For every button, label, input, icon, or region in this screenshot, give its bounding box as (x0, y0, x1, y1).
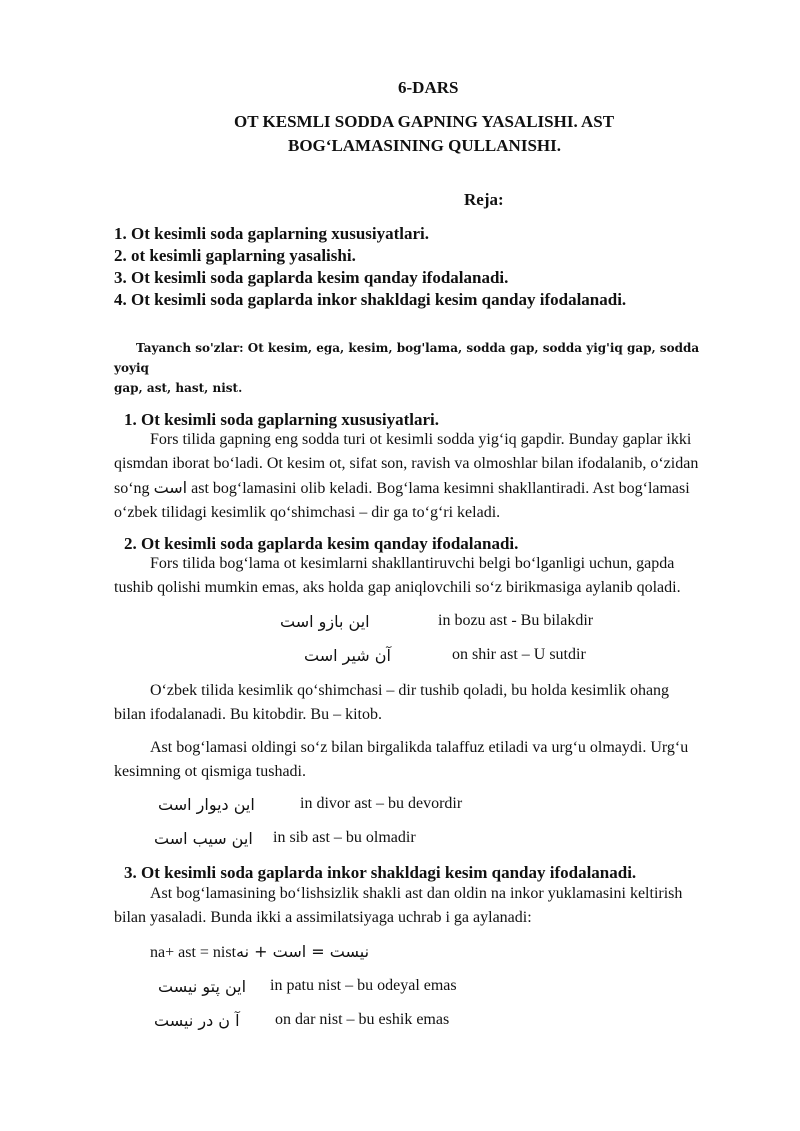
title-line-1: OT KESMLI SODDA GAPNING YASALISHI. AST (234, 112, 615, 131)
section2-para3-line-1: Ast bog‘lamasi oldingi so‘z bilan birgalikda talaffuz etiladi va urg‘u olmaydi. Urg‘u (150, 739, 689, 756)
section3-line-2: bilan yasaladi. Bunda ikki a assimilatsiyaga uchrab i ga aylanadi: (114, 909, 532, 926)
section2-para3-line-2: kesimning ot qismiga tushadi. (114, 763, 306, 780)
plan-item-2: 2. ot kesimli gaplarning yasalishi. (114, 246, 356, 265)
section2-example-1-latin: in bozu ast - Bu bilakdir (438, 612, 594, 629)
section1-line-3-arabic: است (153, 478, 188, 497)
keywords-block (114, 338, 734, 398)
section3-example-1-latin: in patu nist – bu odeyal emas (270, 977, 457, 994)
section3-formula-arabic: نیست = است + نه (236, 942, 370, 961)
keywords-line-1: Tayanch so'zlar: Ot kesim, ega, kesim, bog'lama, sodda gap, sodda yig'iq gap, sodda yoyiq (114, 341, 700, 375)
section3-paragraph (114, 882, 742, 930)
keywords-line-2: gap, ast, hast, nist. (114, 381, 243, 395)
section2-example-1-arabic: این بازو است (280, 612, 370, 631)
section1-line-3 (114, 476, 742, 501)
section3-formula-latin: na+ ast = nist (150, 944, 237, 961)
section2-example-2-arabic: آن شیر است (304, 646, 391, 665)
section1-paragraph (114, 428, 742, 525)
section2-heading: 2. Ot kesimli soda gaplarda kesim qanday ifodalanadi. (124, 534, 519, 553)
section3-example-1-arabic: این پتو نیست (158, 977, 247, 996)
section2-example-4-arabic: این سیب است (154, 829, 253, 848)
section2-example-2-latin: on shir ast – U sutdir (452, 646, 586, 663)
section2-example-4-latin: in sib ast – bu olmadir (273, 829, 416, 846)
section2-para2-line-1: O‘zbek tilida kesimlik qo‘shimchasi – dir tushib qoladi, bu holda kesimlik ohang (150, 682, 670, 699)
title-line-2: BOG‘LAMASINING QULLANISHI. (288, 136, 561, 155)
section2-line-1: Fors tilida bog‘lama ot kesimlarni shakllantiruvchi belgi bo‘lganligi uchun, gapda (150, 555, 675, 572)
section2-paragraph-1 (114, 552, 742, 600)
section1-heading: 1. Ot kesimli soda gaplarning xususiyatlari. (124, 410, 440, 429)
section3-line-1: Ast bog‘lamasining bo‘lishsizlik shakli ast dan oldin na inkor yuklamasini keltirish (150, 885, 683, 902)
section1-line-4: o‘zbek tilidagi kesimlik qo‘shimchasi – dir ga to‘g‘ri keladi. (114, 504, 501, 521)
section2-line-2: tushib qolishi mumkin emas, aks holda gap aniqlovchili so‘z birikmasiga aylanib qoladi. (114, 579, 681, 596)
section3-example-2-latin: on dar nist – bu eshik emas (275, 1011, 450, 1028)
section2-example-3-arabic: این دیوار است (158, 795, 255, 814)
section2-para2-line-2: bilan ifodalanadi. Bu kitobdir. Bu – kitob. (114, 706, 382, 723)
section3-example-2-arabic: آ ن در نیست (154, 1011, 240, 1030)
section1-line-1: Fors tilida gapning eng sodda turi ot kesimli sodda yig‘iq gapdir. Bunday gaplar ikki (150, 431, 692, 448)
plan-item-4: 4. Ot kesimli soda gaplarda inkor shakldagi kesim qanday ifodalanadi. (114, 290, 627, 309)
plan-heading: Reja: (464, 190, 504, 209)
section2-paragraph-3 (114, 736, 742, 784)
plan-item-3: 3. Ot kesimli soda gaplarda kesim qanday ifodalanadi. (114, 268, 509, 287)
section2-paragraph-2 (114, 679, 742, 727)
section1-line-2: qismdan iborat bo‘ladi. Ot kesim ot, sifat son, ravish va olmoshlar bilan ifodalanib, o‘zidan (114, 455, 699, 472)
section3-heading: 3. Ot kesimli soda gaplarda inkor shakldagi kesim qanday ifodalanadi. (124, 863, 637, 882)
plan-item-1: 1. Ot kesimli soda gaplarning xususiyatlari. (114, 224, 430, 243)
section3-formula (150, 942, 369, 962)
section1-line-3-text: ast bog‘lamasini olib keladi. Bog‘lama kesimni shakllantiradi. Ast bog‘lamasi (191, 480, 690, 497)
section1-line-3-prefix: so‘ng (114, 480, 150, 497)
section2-example-3-latin: in divor ast – bu devordir (300, 795, 463, 812)
lesson-number: 6-DARS (398, 78, 459, 97)
